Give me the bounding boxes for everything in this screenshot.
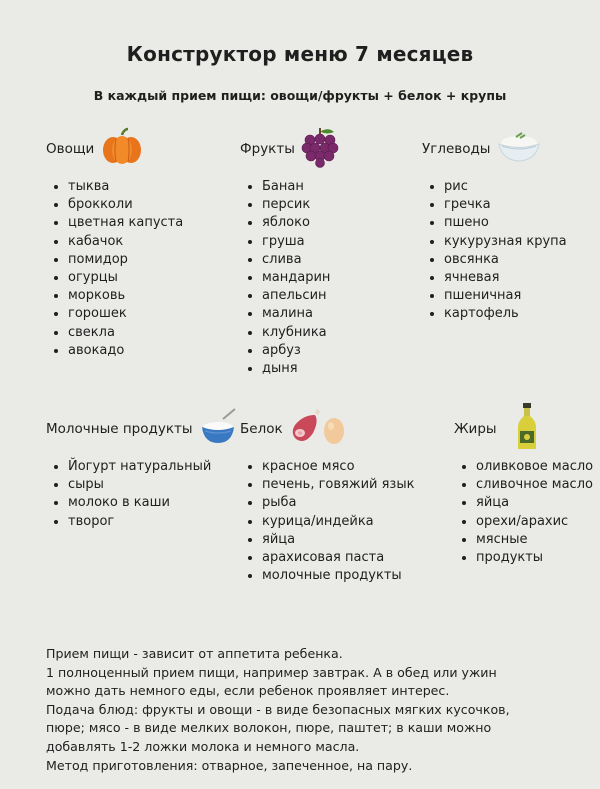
fruits-list [240,178,339,378]
list-item: авокадо [46,342,183,360]
fats-heading: Жиры [454,421,497,437]
vegetables-heading: Овощи [46,141,95,157]
dairy-section [46,406,239,531]
list-item: клубника [240,324,339,342]
list-item: рис [422,178,567,196]
list-item: дыня [240,360,339,378]
list-item: арбуз [240,342,339,360]
list-item: кабачок [46,233,183,251]
list-item: малина [240,305,339,323]
list-item: молоко в каши [46,494,239,512]
oil-bottle-icon [515,403,539,455]
vegetables-list [46,178,183,360]
list-item: мясные [454,531,593,549]
list-item: рыба [240,494,414,512]
list-item: оливковое масло [454,458,593,476]
protein-heading: Белок [240,421,283,437]
list-item: пшено [422,214,567,232]
list-item: цветная капуста [46,214,183,232]
page-subtitle: В каждый прием пищи: овощи/фрукты + белок + крупы [93,88,507,103]
dairy-list [46,458,239,531]
list-item: овсянка [422,251,567,269]
list-item: апельсин [240,287,339,305]
list-item: яйца [240,531,414,549]
list-item: молочные продукты [240,567,414,585]
list-item: сыры [46,476,239,494]
fats-section [454,406,593,567]
grapes-icon [301,126,339,172]
list-item: Йогурт натуральный [46,458,239,476]
list-item: огурцы [46,269,183,287]
note-line: Прием пищи - зависит от аппетита ребенка. [46,646,343,661]
list-item: арахисовая паста [240,549,414,567]
list-item: помидор [46,251,183,269]
list-item: груша [240,233,339,251]
protein-list [240,458,414,585]
list-item: тыква [46,178,183,196]
list-item: пшеничная [422,287,567,305]
protein-section [240,406,414,585]
list-item: яйца [454,494,593,512]
carbs-section [422,126,567,324]
carbs-heading: Углеводы [422,141,491,157]
list-item: морковь [46,287,183,305]
list-item: ячневая [422,269,567,287]
yogurt-bowl-icon [199,407,239,451]
note-line: можно дать немного еды, если ребенок проявляет интерес. [46,683,450,699]
vegetables-section [46,126,183,360]
note-line: 1 полноценный прием пищи, например завтрак. А в обед или ужин [46,664,497,680]
list-item: курица/индейка [240,513,414,531]
notes-block [46,645,566,775]
list-item: кукурузная крупа [422,233,567,251]
list-item: продукты [454,549,593,567]
list-item: красное мясо [240,458,414,476]
list-item: слива [240,251,339,269]
fats-list [454,458,593,567]
list-item: орехи/арахис [454,513,593,531]
list-item: творог [46,513,239,531]
pumpkin-icon [100,127,144,171]
note-line: Подача блюд: фрукты и овощи - в виде безопасных мягких кусочков, [46,701,510,717]
list-item: свекла [46,324,183,342]
list-item: Банан [240,178,339,196]
list-item: печень, говяжий язык [240,476,414,494]
note-line: Метод приготовления: отварное, запеченное, на пару. [46,757,413,773]
list-item: гречка [422,196,567,214]
dairy-heading: Молочные продукты [46,421,193,437]
fruits-section [240,126,339,378]
note-line: пюре; мясо - в виде мелких волокон, пюре, паштет; в каши можно [46,720,492,736]
list-item: брокколи [46,196,183,214]
note-line: добавлять 1-2 ложки молока и немного масла. [46,738,360,754]
page-title: Конструктор меню 7 месяцев [126,42,474,66]
list-item: мандарин [240,269,339,287]
list-item: персик [240,196,339,214]
fruits-heading: Фрукты [240,141,295,157]
list-item: картофель [422,305,567,323]
ham-and-egg-icon [289,407,349,451]
list-item: сливочное масло [454,476,593,494]
carbs-list [422,178,567,324]
rice-bowl-icon [496,129,542,169]
list-item: яблоко [240,214,339,232]
list-item: горошек [46,305,183,323]
